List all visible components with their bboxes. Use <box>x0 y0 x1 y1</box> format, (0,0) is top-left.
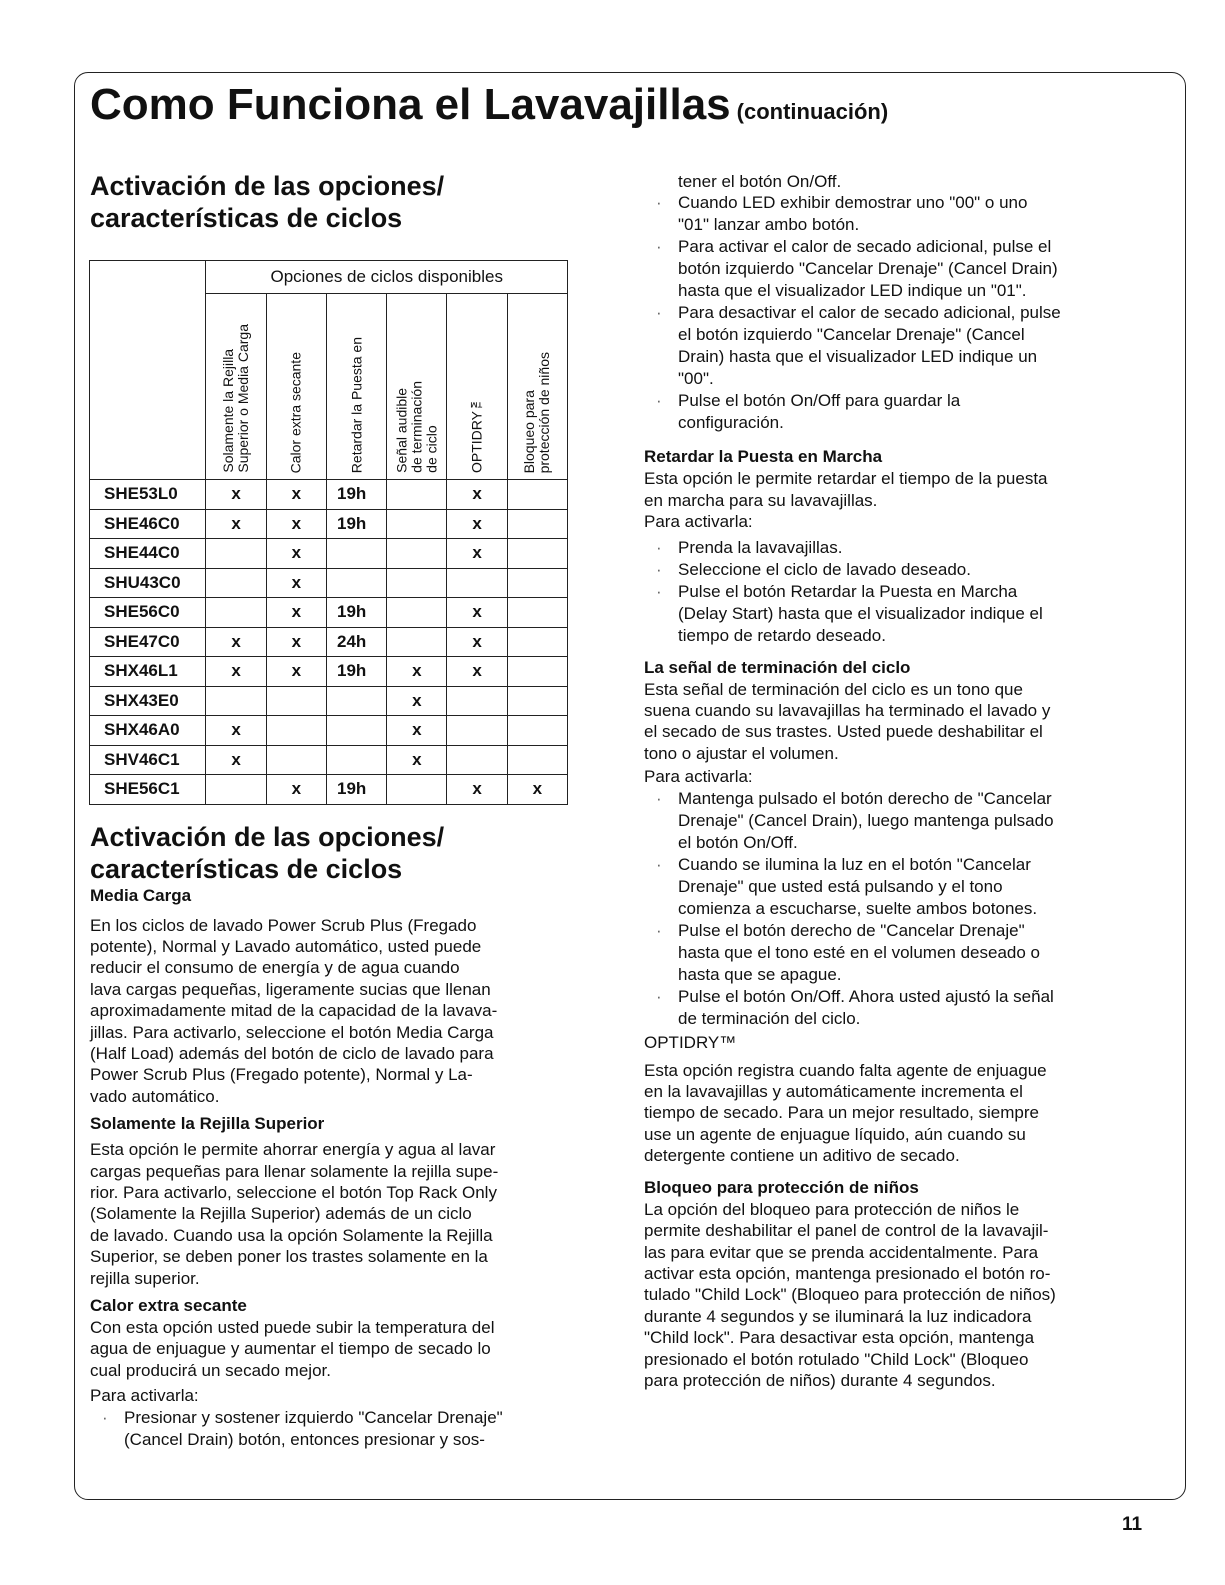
text-line: use un agente de enjuague líquido, aún cuando su <box>644 1124 1026 1144</box>
text-line: · Seleccione el ciclo de lavado deseado. <box>678 559 971 579</box>
text-line: Esta opción le permite retardar el tiempo de la puesta <box>644 469 1048 489</box>
left-column <box>90 170 580 1451</box>
text-line: cargas pequeñas para llenar solamente la rejilla supe- <box>90 1161 499 1181</box>
option-cell: x <box>387 745 447 775</box>
column-header-label <box>470 395 485 473</box>
table-row <box>90 480 568 510</box>
table-row <box>90 568 568 598</box>
option-cell <box>266 716 326 746</box>
option-cell <box>266 686 326 716</box>
column-header-label <box>522 352 552 473</box>
table-row <box>90 745 568 775</box>
option-cell <box>447 716 507 746</box>
text-line: el botón On/Off. <box>678 832 798 852</box>
text-line: Drenaje" (Cancel Drain), luego mantenga pulsado <box>678 810 1054 830</box>
text-line: tiempo de retardo deseado. <box>678 625 886 645</box>
option-cell: 24h <box>326 627 386 657</box>
column-header-label <box>349 337 364 473</box>
option-cell <box>507 686 567 716</box>
text-line: el botón izquierdo "Cancelar Drenaje" (Cancel <box>678 325 1025 345</box>
text-line: Esta señal de terminación del ciclo es un tono que <box>644 679 1023 699</box>
half-load-heading: Media Carga <box>90 885 192 905</box>
text-line: · Pulse el botón Retardar la Puesta en Marcha <box>678 581 1018 601</box>
option-cell: 19h <box>326 598 386 628</box>
option-cell: x <box>206 745 266 775</box>
page-title <box>90 80 888 130</box>
option-cell: x <box>387 686 447 716</box>
text-line: botón izquierdo "Cancelar Drenaje" (Cancel Drain) <box>678 259 1058 279</box>
option-cell <box>387 539 447 569</box>
option-cell <box>387 598 447 628</box>
option-cell: x <box>206 480 266 510</box>
column-header <box>507 294 567 480</box>
option-cell: x <box>447 627 507 657</box>
text-line: Esta opción registra cuando falta agente de enjuague <box>644 1060 1047 1080</box>
model-cell: SHE46C0 <box>90 509 206 539</box>
text-line: Power Scrub Plus (Fregado potente), Normal y La- <box>90 1065 473 1085</box>
end-signal-heading: La señal de terminación del ciclo <box>644 657 911 677</box>
text-line: para protección de niños) durante 4 segundos. <box>644 1370 996 1390</box>
top-rack-text <box>90 1139 580 1289</box>
text-line: lava cargas pequeñas, ligeramente sucias que llenan <box>90 979 491 999</box>
option-cell: x <box>266 568 326 598</box>
text-line: jillas. Para activarlo, seleccione el botón Media Carga <box>90 1022 494 1042</box>
text-line: reducir el consumo de energía y de agua cuando <box>90 958 460 978</box>
option-cell: x <box>387 716 447 746</box>
option-cell <box>387 509 447 539</box>
option-cell: 19h <box>326 480 386 510</box>
column-header-text: Retardar la Puesta en <box>348 336 365 473</box>
text-line: · Pulse el botón On/Off. Ahora usted ajustó la señal <box>678 986 1054 1006</box>
optidry-heading: OPTIDRY™ <box>644 1032 737 1052</box>
column-header-label <box>289 352 304 473</box>
option-cell <box>266 745 326 775</box>
column-header-text: Solamente la Rejilla Superior o Media Carga <box>220 324 252 473</box>
table-row <box>90 657 568 687</box>
table-corner <box>90 261 206 480</box>
text-line: "01" lanzar ambo botón. <box>678 215 860 235</box>
top-rack-heading: Solamente la Rejilla Superior <box>90 1114 325 1134</box>
text-line: · Mantenga pulsado el botón derecho de "Cancelar <box>678 788 1052 808</box>
child-lock-text <box>644 1199 1134 1392</box>
option-cell <box>507 568 567 598</box>
text-line: · Pulse el botón derecho de "Cancelar Drenaje" <box>678 920 1025 940</box>
text-line: presionado el botón rotulado "Child Lock" (Bloqueo <box>644 1349 1029 1369</box>
option-cell: x <box>206 716 266 746</box>
text-line: hasta que se apague. <box>678 964 842 984</box>
text-line: "00". <box>678 369 714 389</box>
text-line: Superior, se deben poner los trastes solamente en la <box>90 1247 488 1267</box>
text-line: (Solamente la Rejilla Superior) además de un ciclo <box>90 1204 472 1224</box>
bullet-item <box>644 788 1134 854</box>
bullet-item <box>644 302 1134 390</box>
column-header-text: OPTIDRY™ <box>468 395 485 473</box>
text-line: agua de enjuague y aumentar el tiempo de secado lo <box>90 1339 491 1359</box>
text-line: vado automático. <box>90 1086 220 1106</box>
section-heading <box>90 170 580 234</box>
column-header-label <box>221 324 251 473</box>
delay-start-text <box>644 468 1134 511</box>
text-line: aproximadamente mitad de la capacidad de la lavava- <box>90 1001 498 1021</box>
text-line: hasta que el visualizador LED indique un "01". <box>678 281 1027 301</box>
model-cell: SHE44C0 <box>90 539 206 569</box>
text-line: "Child lock". Para desactivar esta opción, mantenga <box>644 1328 1035 1348</box>
option-cell: x <box>447 480 507 510</box>
text-line: (Half Load) además del botón de ciclo de lavado para <box>90 1043 494 1063</box>
text-line: · Para activar el calor de secado adicional, pulse el <box>678 237 1052 257</box>
option-cell <box>447 568 507 598</box>
table-row <box>90 775 568 805</box>
option-cell: x <box>206 627 266 657</box>
right-column <box>644 171 1134 1391</box>
text-line: hasta que el tono esté en el volumen deseado o <box>678 942 1040 962</box>
end-signal-text <box>644 679 1134 765</box>
option-cell: 19h <box>326 657 386 687</box>
bullet-list <box>644 192 1134 434</box>
table-body <box>90 480 568 805</box>
model-cell: SHX43E0 <box>90 686 206 716</box>
model-cell: SHE56C1 <box>90 775 206 805</box>
option-cell <box>326 716 386 746</box>
page-title-text: Como Funciona el Lavavajillas <box>90 80 731 129</box>
model-cell: SHU43C0 <box>90 568 206 598</box>
table-row <box>90 539 568 569</box>
section-heading-line: Activación de las opciones/ <box>90 171 445 201</box>
cycle-options-table <box>89 260 568 805</box>
text-line: · Pulse el botón On/Off para guardar la <box>678 391 961 411</box>
text-line: rejilla superior. <box>90 1268 200 1288</box>
text-line: · Para desactivar el calor de secado adicional, pulse <box>678 303 1061 323</box>
delay-start-heading: Retardar la Puesta en Marcha <box>644 447 883 467</box>
option-cell: 19h <box>326 509 386 539</box>
model-cell: SHV46C1 <box>90 745 206 775</box>
text-line: rior. Para activarlo, seleccione el botón Top Rack Only <box>90 1182 497 1202</box>
text-line: en la lavavajillas y automáticamente incrementa el <box>644 1082 1023 1102</box>
model-cell: SHE47C0 <box>90 627 206 657</box>
option-cell <box>507 598 567 628</box>
text-line: En los ciclos de lavado Power Scrub Plus (Fregado <box>90 915 477 935</box>
text-line: Con esta opción usted puede subir la temperatura del <box>90 1318 495 1337</box>
option-cell: x <box>447 598 507 628</box>
text-line: tener el botón On/Off. <box>678 172 842 191</box>
bullet-item <box>644 986 1134 1030</box>
option-cell <box>387 627 447 657</box>
text-line: detergente contiene un aditivo de secado. <box>644 1146 960 1166</box>
option-cell <box>206 539 266 569</box>
option-cell: x <box>266 509 326 539</box>
bullet-item <box>644 920 1134 986</box>
option-cell: 19h <box>326 775 386 805</box>
option-cell <box>326 745 386 775</box>
text-line: (Delay Start) hasta que el visualizador indique el <box>678 603 1043 623</box>
option-cell <box>206 686 266 716</box>
page-title-suffix: (continuación) <box>736 99 889 124</box>
text-line: tiempo de secado. Para un mejor resultado, siempre <box>644 1103 1039 1123</box>
activate-label: Para activarla: <box>644 512 753 532</box>
option-cell <box>507 627 567 657</box>
text-line: (Cancel Drain) botón, entonces presionar y sos- <box>124 1429 485 1449</box>
option-cell <box>326 568 386 598</box>
section-heading-line: características de ciclos <box>90 853 403 884</box>
bullet-item <box>644 559 1134 581</box>
bullet-item <box>644 537 1134 559</box>
column-header <box>447 294 507 480</box>
text-line: activar esta opción, mantenga presionado el botón ro- <box>644 1263 1051 1283</box>
text-line: en marcha para su lavavajillas. <box>644 490 878 510</box>
text-line: · Presionar y sostener izquierdo "Cancelar Drenaje" <box>124 1407 503 1427</box>
option-cell <box>507 716 567 746</box>
text-line: comienza a escucharse, suelte ambos botones. <box>678 898 1038 918</box>
option-cell: x <box>447 539 507 569</box>
column-header <box>326 294 386 480</box>
model-cell: SHE56C0 <box>90 598 206 628</box>
text-line: suena cuando su lavavajillas ha terminado el lavado y <box>644 701 1051 721</box>
text-line: el secado de sus trastes. Usted puede deshabilitar el <box>644 722 1043 742</box>
option-cell: x <box>447 657 507 687</box>
option-cell <box>387 775 447 805</box>
text-line: permite deshabilitar el panel de control de la lavavajil- <box>644 1221 1049 1241</box>
option-cell <box>206 598 266 628</box>
option-cell <box>507 745 567 775</box>
option-cell <box>447 745 507 775</box>
text-line: · Prenda la lavavajillas. <box>678 537 843 557</box>
extra-dry-heading: Calor extra secante <box>90 1296 247 1315</box>
table-row <box>90 509 568 539</box>
option-cell <box>326 686 386 716</box>
page-number: 11 <box>1122 1514 1143 1535</box>
option-cell <box>206 568 266 598</box>
option-cell <box>387 568 447 598</box>
activate-label: Para activarla: <box>90 1386 199 1406</box>
bullet-item <box>644 854 1134 920</box>
option-cell: x <box>206 657 266 687</box>
option-cell: x <box>387 657 447 687</box>
option-cell: x <box>266 480 326 510</box>
bullet-item <box>644 192 1134 236</box>
option-cell <box>507 539 567 569</box>
text-line: La opción del bloqueo para protección de niños le <box>644 1199 1020 1219</box>
option-cell: x <box>266 657 326 687</box>
option-cell: x <box>266 598 326 628</box>
column-header <box>387 294 447 480</box>
option-cell: x <box>206 509 266 539</box>
continued-text <box>644 171 1134 192</box>
table-row <box>90 598 568 628</box>
extra-dry-text <box>90 1317 580 1381</box>
bullet-item <box>644 236 1134 302</box>
column-header-text: Bloqueo para protección de niños <box>521 351 553 473</box>
text-line: Drenaje" que usted está pulsando y el tono <box>678 876 1003 896</box>
bullet-list <box>644 537 1134 647</box>
optidry-text <box>644 1060 1134 1167</box>
text-line: potente), Normal y Lavado automático, usted puede <box>90 936 482 956</box>
model-cell: SHE53L0 <box>90 480 206 510</box>
text-line: cual producirá un secado mejor. <box>90 1360 331 1380</box>
column-header <box>266 294 326 480</box>
table-group-header: Opciones de ciclos disponibles <box>206 261 568 294</box>
text-line: Drain) hasta que el visualizador LED indique un <box>678 347 1038 367</box>
text-line: tono o ajustar el volumen. <box>644 743 839 763</box>
activate-label: Para activarla: <box>644 767 753 787</box>
text-line: · Cuando se ilumina la luz en el botón "Cancelar <box>678 854 1031 874</box>
option-cell <box>507 509 567 539</box>
option-cell: x <box>266 627 326 657</box>
text-line: de terminación del ciclo. <box>678 1008 861 1028</box>
option-cell: x <box>266 539 326 569</box>
column-header-label <box>394 381 439 473</box>
column-header-text: Señal audible de terminación de ciclo <box>393 381 440 473</box>
text-line: de lavado. Cuando usa la opción Solamente la Rejilla <box>90 1225 493 1245</box>
column-header <box>206 294 266 480</box>
text-line: Esta opción le permite ahorrar energía y agua al lavar <box>90 1140 496 1160</box>
option-cell <box>326 539 386 569</box>
option-cell: x <box>447 509 507 539</box>
model-cell: SHX46L1 <box>90 657 206 687</box>
text-line: tulado "Child Lock" (Bloqueo para protección de niños) <box>644 1285 1056 1305</box>
option-cell: x <box>266 775 326 805</box>
bullet-list <box>644 788 1134 1030</box>
section-heading <box>90 821 580 885</box>
table-row <box>90 716 568 746</box>
section-heading-line: Activación de las opciones/ <box>90 821 445 852</box>
text-line: · Cuando LED exhibir demostrar uno "00" o uno <box>678 193 1028 213</box>
table-row <box>90 686 568 716</box>
option-cell <box>447 686 507 716</box>
option-cell <box>507 480 567 510</box>
column-header-text: Calor extra secante <box>287 351 304 473</box>
option-cell: x <box>447 775 507 805</box>
text-line: durante 4 segundos y se iluminará la luz indicadora <box>644 1306 1032 1326</box>
option-cell <box>387 480 447 510</box>
model-cell: SHX46A0 <box>90 716 206 746</box>
child-lock-heading: Bloqueo para protección de niños <box>644 1177 919 1197</box>
text-line: las para evitar que se prenda accidentalmente. Para <box>644 1242 1039 1262</box>
option-cell: x <box>507 775 567 805</box>
text-line: configuración. <box>678 413 784 433</box>
option-cell <box>507 657 567 687</box>
section-heading-line: características de ciclos <box>90 203 403 233</box>
bullet-item <box>644 581 1134 647</box>
half-load-text <box>90 915 580 1108</box>
table-row <box>90 627 568 657</box>
bullet-item <box>90 1407 580 1451</box>
bullet-item <box>644 390 1134 434</box>
option-cell <box>206 775 266 805</box>
